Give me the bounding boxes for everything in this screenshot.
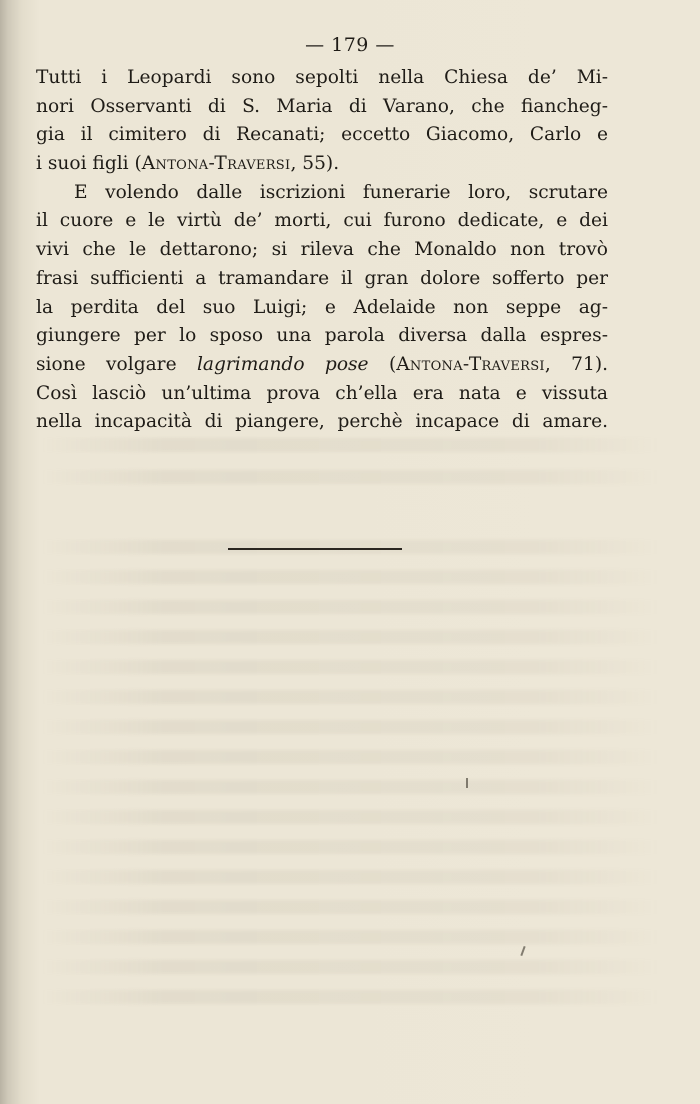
bleed-through	[40, 720, 660, 734]
ink-speck	[520, 946, 525, 956]
bleed-through	[40, 990, 660, 1004]
text-line	[36, 351, 608, 380]
text-line: E volendo dalle iscrizioni funerarie loro, scrutare	[74, 181, 608, 203]
bleed-through	[40, 840, 660, 854]
text-line	[36, 150, 608, 179]
bleed-through	[40, 750, 660, 764]
page-number: — 179 —	[305, 34, 395, 56]
bleed-through	[40, 960, 660, 974]
text-line: la perdita del suo Luigi; e Adelaide non seppe ag-	[36, 296, 608, 318]
text-fragment: i suoi figli (	[36, 153, 142, 175]
bleed-through	[40, 630, 660, 644]
bleed-through	[40, 470, 660, 484]
text-line: nori Osservanti di S. Maria di Varano, che fiancheg-	[36, 95, 608, 117]
bleed-through	[40, 600, 660, 614]
section-divider	[228, 548, 402, 550]
text-line: Tutti i Leopardi sono sepolti nella Chiesa de’ Mi-	[36, 67, 608, 88]
author-citation: Antona-Traversi	[396, 353, 545, 375]
bleed-through	[40, 540, 660, 554]
author-citation: Antona-Traversi	[141, 153, 291, 175]
text-line: gia il cimitero di Recanati; eccetto Giacomo, Carlo e	[36, 124, 608, 146]
paragraph	[36, 179, 608, 437]
bleed-through	[40, 660, 660, 674]
paragraph	[36, 64, 608, 179]
bleed-through	[40, 870, 660, 884]
text-fragment: (	[368, 353, 397, 375]
bleed-through	[40, 810, 660, 824]
bleed-through	[40, 780, 660, 794]
text-line: frasi sufficienti a tramandare il gran dolore sofferto per	[36, 267, 608, 289]
text-line: nella incapacità di piangere, perchè incapace di amare.	[36, 411, 608, 433]
text-line: vivi che le dettarono; si rileva che Monaldo non trovò	[36, 239, 608, 261]
text-line: Così lasciò un’ultima prova ch’ella era nata e vissuta	[36, 382, 608, 404]
text-fragment: sione volgare	[36, 353, 197, 375]
body-text	[36, 64, 608, 437]
quoted-phrase: lagrimando pose	[196, 353, 369, 375]
bleed-through	[40, 900, 660, 914]
text-line: il cuore e le virtù de’ morti, cui furono dedicate, e dei	[36, 210, 608, 232]
ink-speck	[466, 778, 468, 788]
text-fragment: , 55).	[290, 153, 340, 175]
bleed-through	[40, 570, 660, 584]
bleed-through	[40, 690, 660, 704]
bleed-through	[40, 438, 660, 452]
text-fragment: , 71).	[544, 353, 608, 375]
text-line: giungere per lo sposo una parola diversa dalla espres-	[36, 325, 608, 347]
bleed-through	[40, 930, 660, 944]
